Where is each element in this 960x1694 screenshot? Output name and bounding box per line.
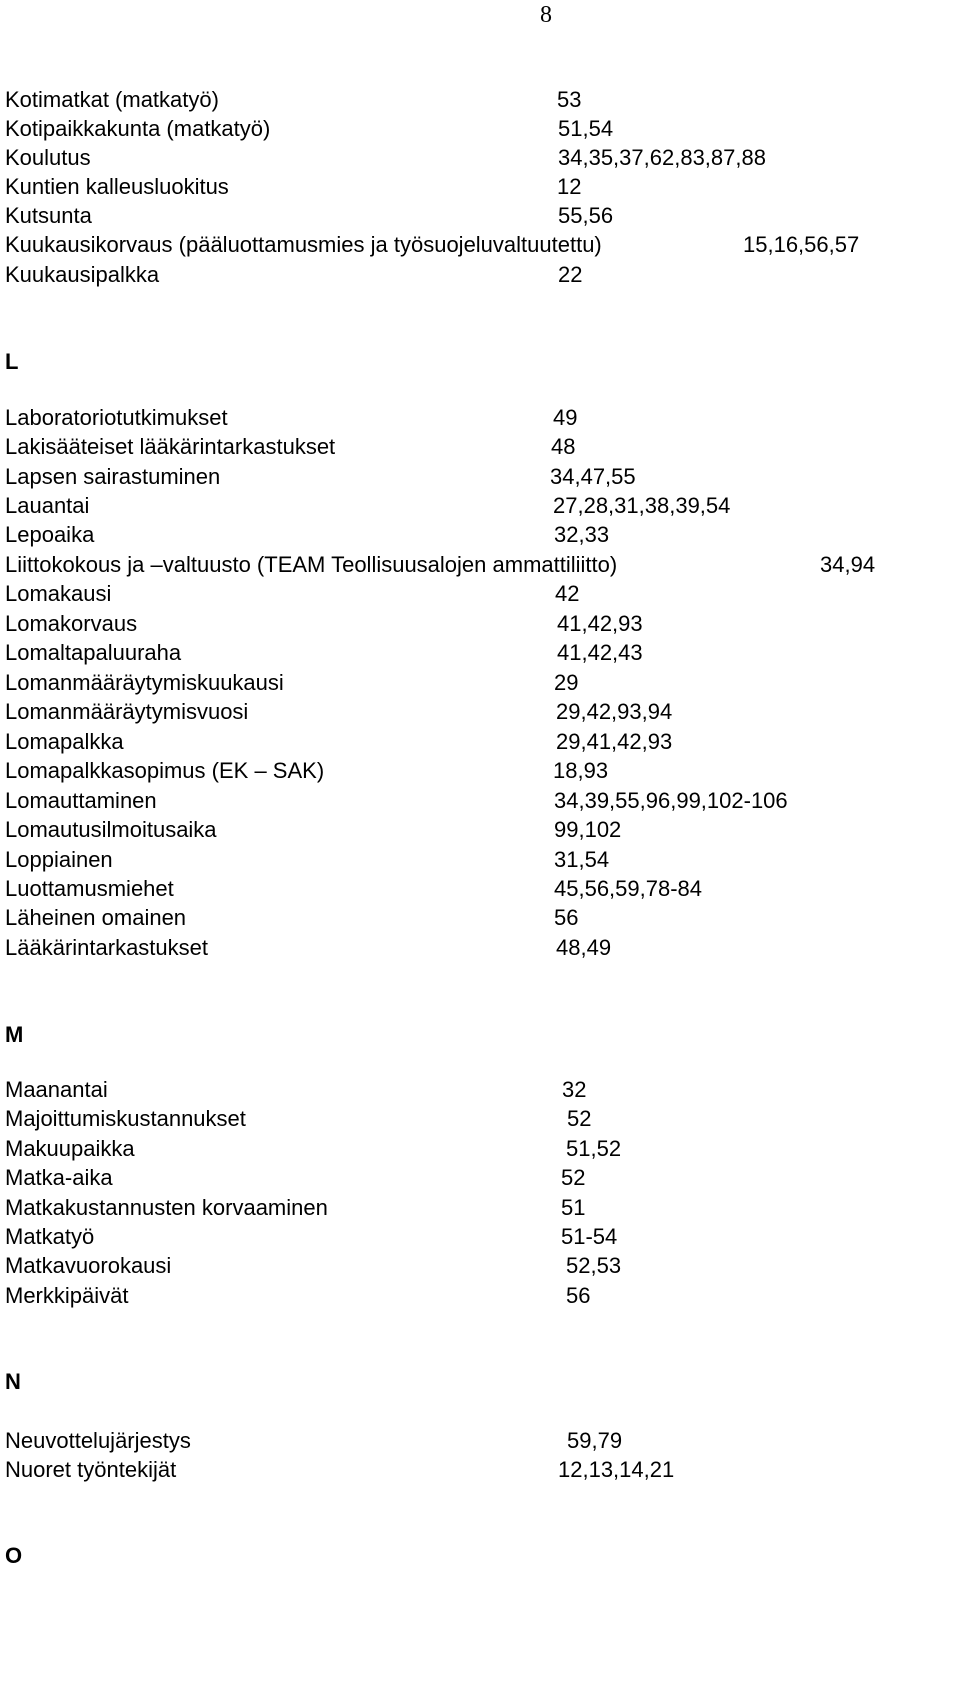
index-pages: 42 xyxy=(555,581,580,606)
index-pages: 56 xyxy=(554,905,579,930)
index-pages: 99,102 xyxy=(554,817,622,842)
index-entry xyxy=(5,1134,960,1164)
index-pages: 49 xyxy=(553,405,578,430)
index-term: Luottamusmiehet xyxy=(5,876,174,901)
index-pages: 41,42,93 xyxy=(557,611,643,636)
index-term: Merkkipäivät xyxy=(5,1283,129,1308)
index-term: Laboratoriotutkimukset xyxy=(5,405,228,430)
index-term: Maanantai xyxy=(5,1077,108,1102)
index-term: Lomapalkka xyxy=(5,729,124,754)
index-pages: 27,28,31,38,39,54 xyxy=(553,493,731,518)
index-pages: 12,13,14,21 xyxy=(558,1457,675,1482)
index-entry xyxy=(5,1163,960,1193)
index-entry xyxy=(5,609,960,639)
index-entry xyxy=(5,874,960,904)
index-pages: 41,42,43 xyxy=(557,640,643,665)
index-entry xyxy=(5,1251,960,1281)
index-entry xyxy=(5,933,960,963)
index-term: Lomautusilmoitusaika xyxy=(5,817,217,842)
index-pages: 18,93 xyxy=(553,758,609,783)
index-entry xyxy=(5,114,960,144)
index-term: Koulutus xyxy=(5,145,91,170)
index-entry xyxy=(5,1426,960,1456)
index-entry xyxy=(5,403,960,433)
index-entry xyxy=(5,491,960,521)
index-pages: 31,54 xyxy=(554,847,610,872)
index-term: Lomakorvaus xyxy=(5,611,138,636)
index-term: Kutsunta xyxy=(5,203,92,228)
index-pages: 55,56 xyxy=(558,203,614,228)
index-term: Kotimatkat (matkatyö) xyxy=(5,87,219,112)
index-entry xyxy=(5,756,960,786)
index-term: Matkakustannusten korvaaminen xyxy=(5,1195,328,1220)
index-pages: 12 xyxy=(557,174,582,199)
index-term: Loppiainen xyxy=(5,847,113,872)
index-term: Lääkärintarkastukset xyxy=(5,935,208,960)
index-pages: 34,94 xyxy=(820,552,876,577)
index-entry xyxy=(5,638,960,668)
index-pages: 48,49 xyxy=(556,935,612,960)
index-term: Lomanmääräytymiskuukausi xyxy=(5,670,284,695)
index-term: Kuukausikorvaus (pääluottamusmies ja työsuojeluvaltuutettu) xyxy=(5,232,602,257)
index-term: Matkavuorokausi xyxy=(5,1253,172,1278)
index-entry xyxy=(5,143,960,173)
index-entry xyxy=(5,845,960,875)
index-pages: 34,39,55,96,99,102-106 xyxy=(554,788,788,813)
index-term: Läheinen omainen xyxy=(5,905,187,930)
index-term: Nuoret työntekijät xyxy=(5,1457,177,1482)
index-term: Lomauttaminen xyxy=(5,788,157,813)
index-entry xyxy=(5,1281,960,1311)
index-pages: 51 xyxy=(561,1195,586,1220)
index-term: Neuvottelujärjestys xyxy=(5,1428,191,1453)
index-pages: 59,79 xyxy=(567,1428,623,1453)
section-letter: N xyxy=(5,1369,21,1394)
index-pages: 45,56,59,78-84 xyxy=(554,876,703,901)
index-pages: 29,41,42,93 xyxy=(556,729,673,754)
index-term: Matkatyö xyxy=(5,1224,95,1249)
index-term: Kuntien kalleusluokitus xyxy=(5,174,229,199)
index-entry xyxy=(5,172,960,202)
section-letter: L xyxy=(5,349,19,374)
section-letter: M xyxy=(5,1022,24,1047)
index-pages: 34,35,37,62,83,87,88 xyxy=(558,145,766,170)
index-entry xyxy=(5,260,960,290)
index-entry xyxy=(5,520,960,550)
index-pages: 53 xyxy=(557,87,582,112)
index-entry xyxy=(5,579,960,609)
index-entry xyxy=(5,230,960,260)
index-entry xyxy=(5,432,960,462)
index-entry xyxy=(5,85,960,115)
index-term: Lepoaika xyxy=(5,522,95,547)
index-entry xyxy=(5,727,960,757)
index-entry xyxy=(5,903,960,933)
index-term: Kuukausipalkka xyxy=(5,262,160,287)
index-term: Matka-aika xyxy=(5,1165,113,1190)
index-pages: 52 xyxy=(561,1165,586,1190)
index-term: Lomanmääräytymisvuosi xyxy=(5,699,249,724)
index-entry xyxy=(5,697,960,727)
index-pages: 29,42,93,94 xyxy=(556,699,673,724)
index-entry xyxy=(5,1222,960,1252)
index-pages: 51,54 xyxy=(558,116,614,141)
index-pages: 29 xyxy=(554,670,579,695)
index-pages: 32 xyxy=(562,1077,587,1102)
section-letter: O xyxy=(5,1543,23,1568)
index-entry xyxy=(5,1104,960,1134)
index-term: Lapsen sairastuminen xyxy=(5,464,221,489)
index-pages: 52 xyxy=(567,1106,592,1131)
index-entry xyxy=(5,550,960,580)
index-entry xyxy=(5,1455,960,1485)
index-term: Lomaltapaluuraha xyxy=(5,640,182,665)
index-entry xyxy=(5,201,960,231)
index-term: Lomakausi xyxy=(5,581,112,606)
index-term: Lauantai xyxy=(5,493,90,518)
index-pages: 51,52 xyxy=(566,1136,622,1161)
index-entry xyxy=(5,786,960,816)
index-pages: 52,53 xyxy=(566,1253,622,1278)
index-term: Lomapalkkasopimus (EK – SAK) xyxy=(5,758,325,783)
index-entry xyxy=(5,1193,960,1223)
index-pages: 22 xyxy=(558,262,583,287)
index-entry xyxy=(5,1075,960,1105)
page-number: 8 xyxy=(540,2,552,28)
index-entry xyxy=(5,815,960,845)
index-term: Majoittumiskustannukset xyxy=(5,1106,246,1131)
index-pages: 15,16,56,57 xyxy=(743,232,860,257)
index-pages: 48 xyxy=(551,434,576,459)
index-pages: 51-54 xyxy=(561,1224,618,1249)
index-entry xyxy=(5,668,960,698)
index-pages: 56 xyxy=(566,1283,591,1308)
index-term: Lakisääteiset lääkärintarkastukset xyxy=(5,434,336,459)
index-entry xyxy=(5,462,960,492)
index-pages: 32,33 xyxy=(554,522,610,547)
index-term: Kotipaikkakunta (matkatyö) xyxy=(5,116,271,141)
index-term: Liittokokous ja –valtuusto (TEAM Teollisuusalojen ammattiliitto) xyxy=(5,552,618,577)
index-pages: 34,47,55 xyxy=(550,464,636,489)
index-term: Makuupaikka xyxy=(5,1136,135,1161)
